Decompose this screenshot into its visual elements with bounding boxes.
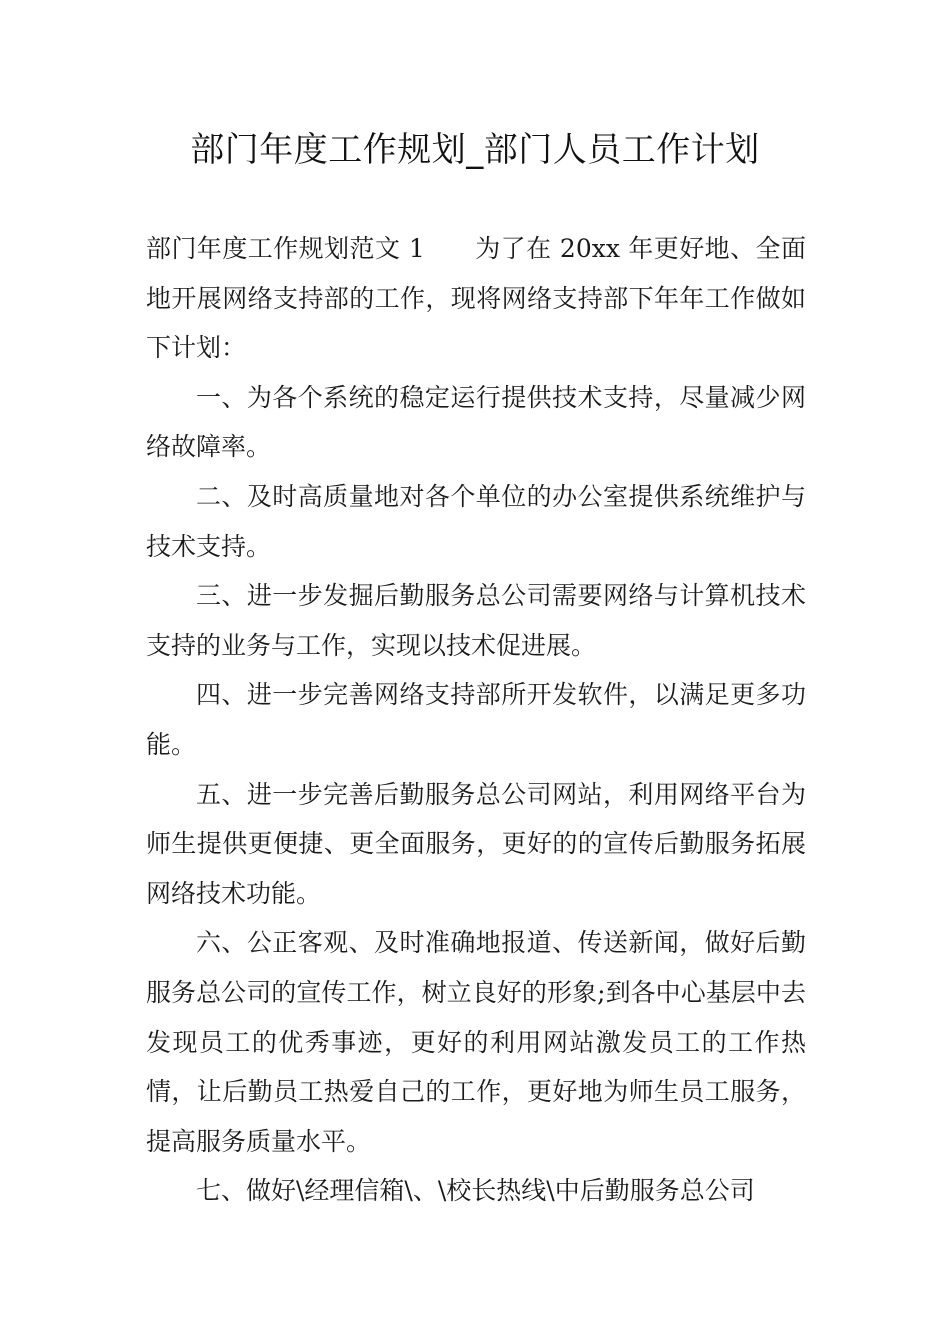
plan-item-4: 四、进一步完善网络支持部所开发软件，以满足更多功能。 <box>146 680 806 759</box>
plan-item-5: 五、进一步完善后勤服务总公司网站，利用网络平台为师生提供更便捷、更全面服务，更好的的宣传后勤服务拓展网络技术功能。 <box>146 779 806 908</box>
plan-item-3: 三、进一步发掘后勤服务总公司需要网络与计算机技术支持的业务与工作，实现以技术促进展。 <box>146 581 806 660</box>
plan-item-1: 一、为各个系统的稳定运行提供技术支持，尽量减少网络故障率。 <box>146 382 806 462</box>
intro-heading: 部门年度工作规划范文 1 <box>146 234 425 263</box>
document-title: 部门年度工作规划_部门人员工作计划 <box>190 130 760 170</box>
document-body <box>146 224 806 1216</box>
plan-item-2: 二、及时高质量地对各个单位的办公室提供系统维护与技术支持。 <box>146 481 806 561</box>
intro-text: 为了在 20xx 年更好地、全面地开展网络支持部的工作，现将网络支持部下年年工作做如下计划： <box>146 234 806 363</box>
plan-item-7: 七、做好\经理信箱\、\校长热线\中后勤服务总公司 <box>196 1176 755 1206</box>
plan-item-6: 六、公正客观、及时准确地报道、传送新闻，做好后勤服务总公司的宣传工作，树立良好的形象;到各中心基层中去发现员工的优秀事迹，更好的利用网站激发员工的工作热情，让后勤员工热爱自己的工作，更好地为师生员工服务，提高服务质量水平。 <box>146 928 806 1156</box>
intro-paragraph <box>146 224 806 373</box>
